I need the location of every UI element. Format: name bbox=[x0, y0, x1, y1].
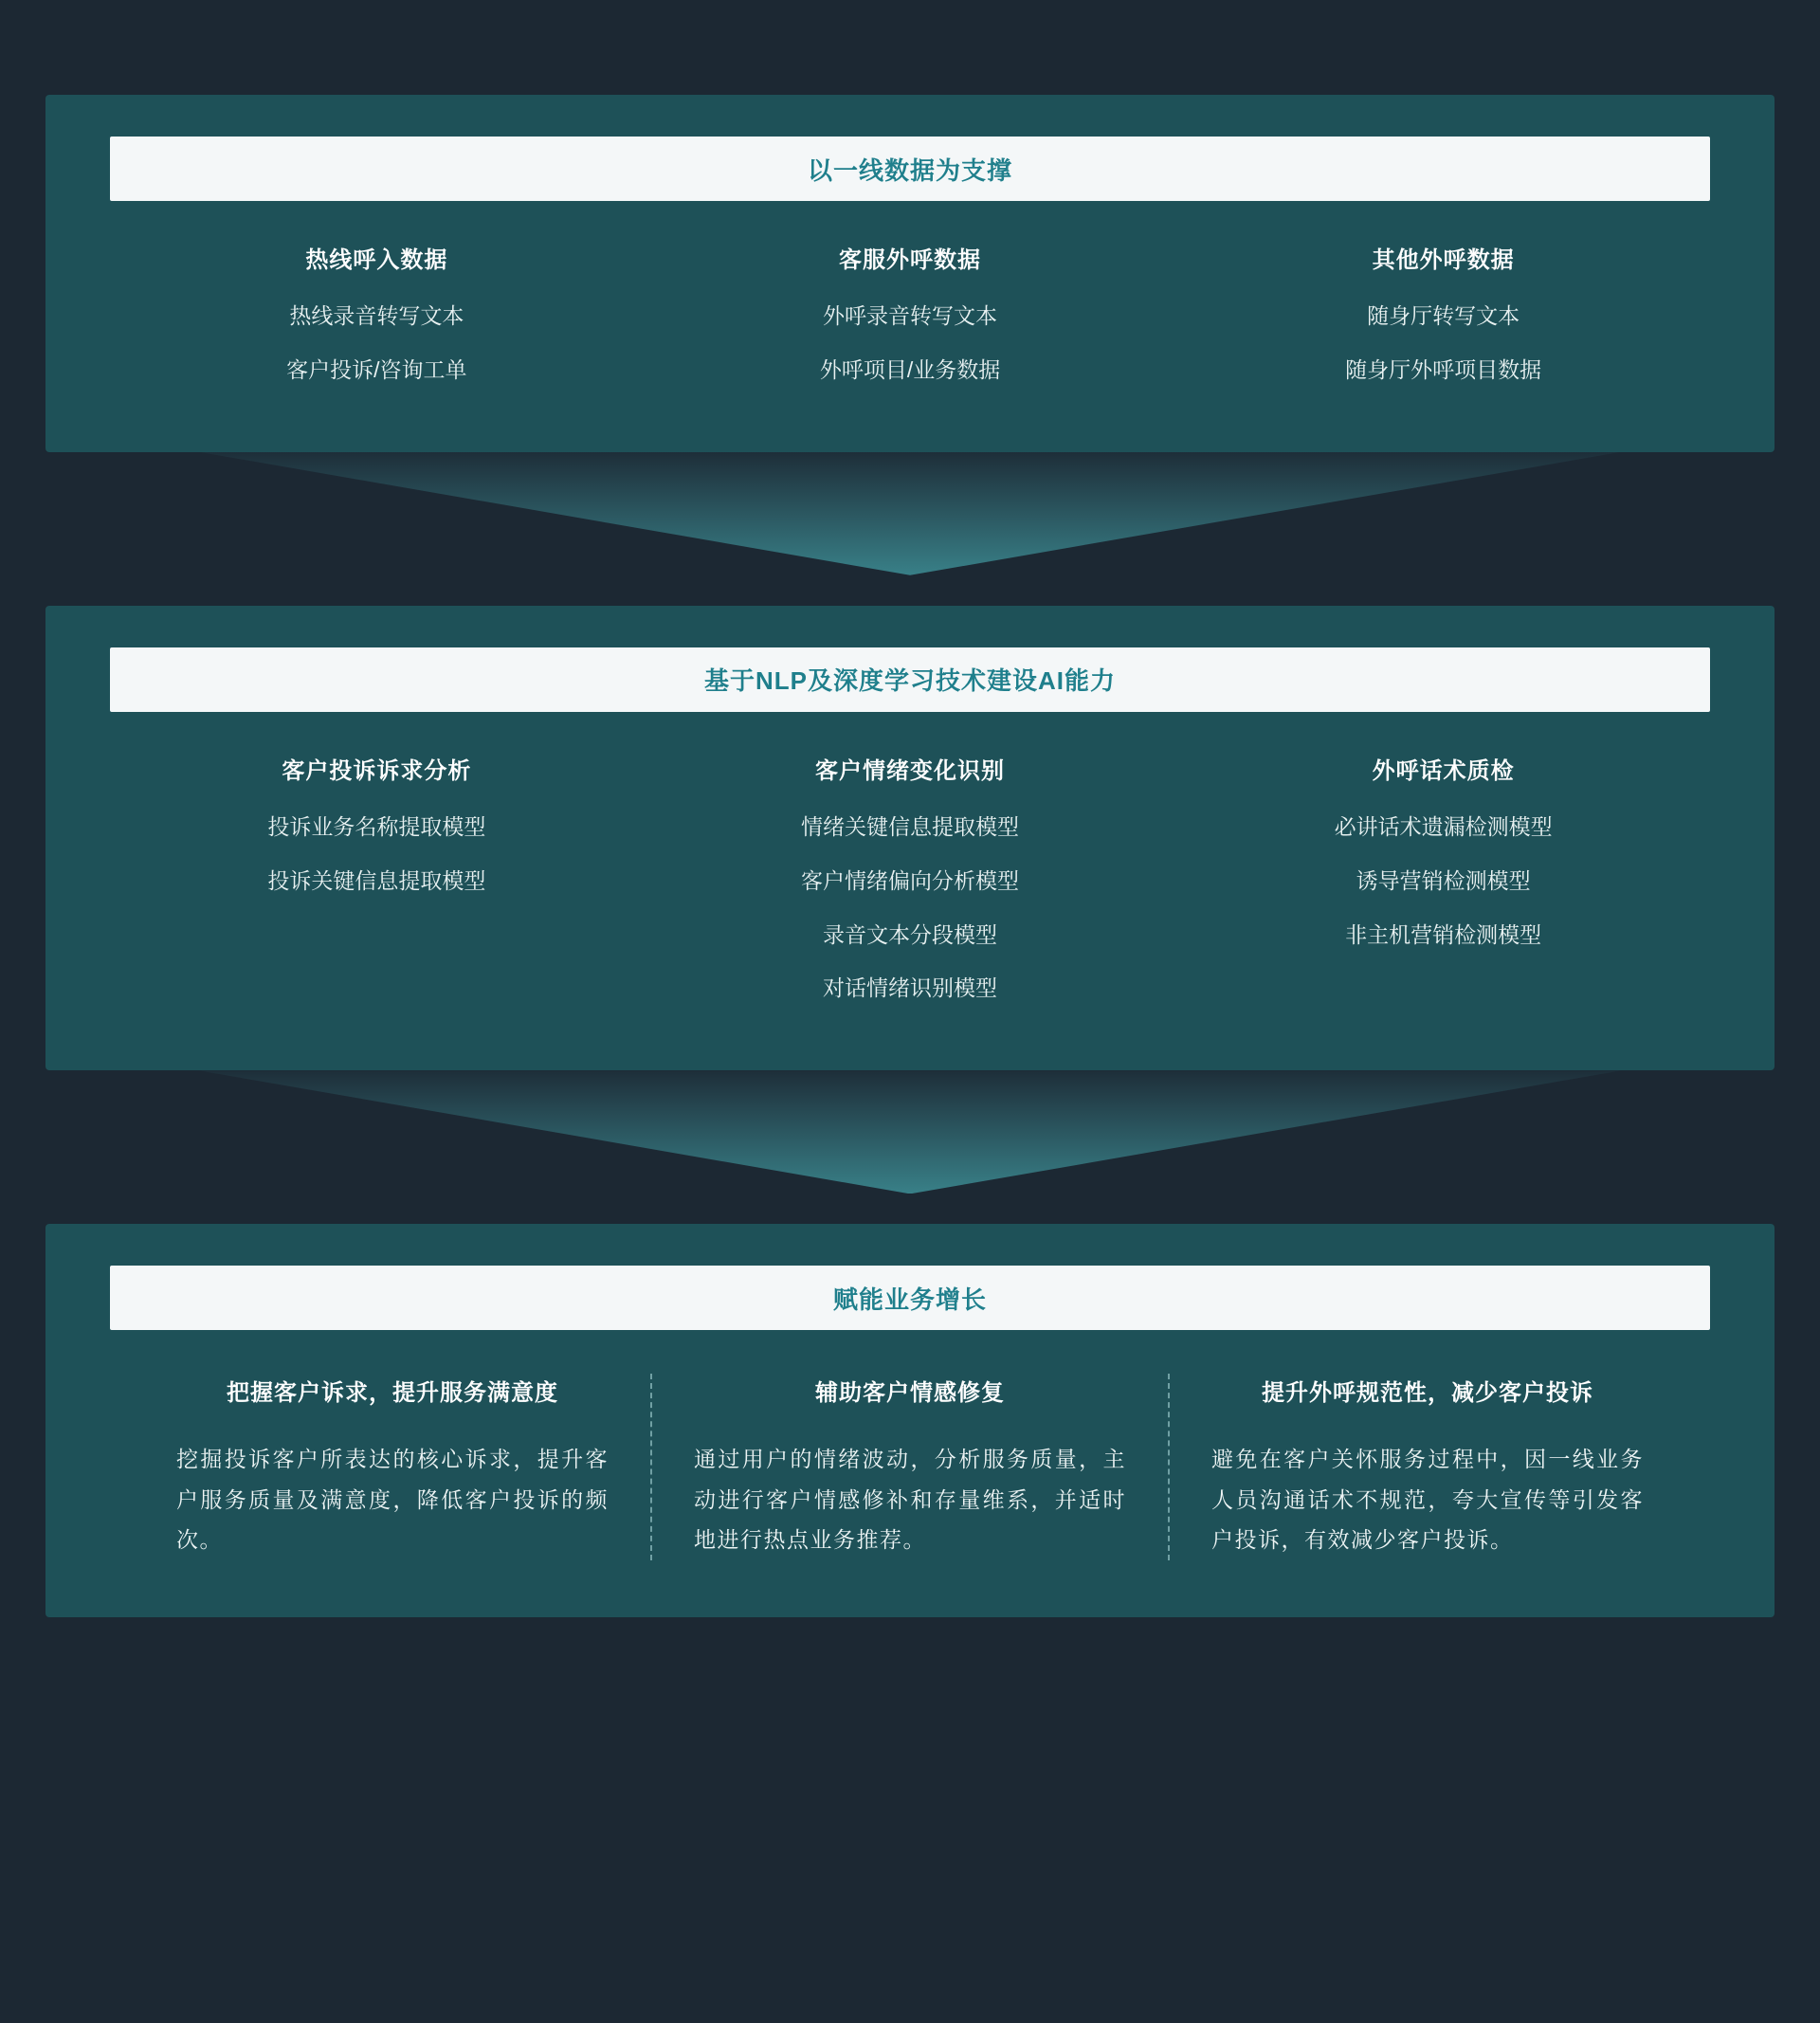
column-item: 诱导营销检测模型 bbox=[1356, 867, 1531, 893]
benefit-customer-satisfaction bbox=[135, 1374, 650, 1560]
diagram-page bbox=[0, 95, 1820, 2023]
column-item: 外呼项目/业务数据 bbox=[819, 356, 1001, 382]
column-heading: 热线呼入数据 bbox=[305, 247, 448, 273]
column-heading: 外呼话术质检 bbox=[1372, 757, 1515, 784]
down-arrow-icon bbox=[199, 452, 1621, 575]
column-item: 录音文本分段模型 bbox=[823, 921, 997, 947]
column-item: 客户投诉/咨询工单 bbox=[286, 356, 467, 382]
column-item: 热线录音转写文本 bbox=[289, 303, 464, 328]
column-outbound-quality bbox=[1176, 752, 1710, 1030]
column-heading: 其他外呼数据 bbox=[1372, 247, 1515, 273]
section-columns bbox=[110, 241, 1710, 410]
section-columns bbox=[110, 752, 1710, 1030]
down-arrow-icon bbox=[199, 1070, 1621, 1194]
column-complaint-analysis bbox=[110, 752, 644, 1030]
benefit-heading: 把握客户诉求，提升服务满意度 bbox=[227, 1380, 558, 1407]
column-other-outbound bbox=[1176, 241, 1710, 410]
column-item: 必讲话术遗漏检测模型 bbox=[1334, 813, 1553, 839]
section-title-bar bbox=[110, 137, 1710, 201]
section-title-bar bbox=[110, 1266, 1710, 1330]
benefit-heading: 提升外呼规范性，减少客户投诉 bbox=[1262, 1380, 1593, 1407]
benefit-heading: 辅助客户情感修复 bbox=[815, 1380, 1005, 1407]
connector-one bbox=[46, 452, 1774, 606]
column-item: 对话情绪识别模型 bbox=[823, 975, 997, 1001]
section-ai-capability bbox=[46, 606, 1774, 1071]
column-item: 投诉业务名称提取模型 bbox=[267, 813, 486, 839]
benefit-outbound-compliance bbox=[1168, 1374, 1685, 1560]
benefit-body: 挖掘投诉客户所表达的核心诉求，提升客户服务质量及满意度，降低客户投诉的频次。 bbox=[176, 1447, 609, 1553]
column-hotline-inbound bbox=[110, 241, 644, 410]
column-item: 投诉关键信息提取模型 bbox=[267, 867, 486, 893]
column-item: 外呼录音转写文本 bbox=[823, 303, 997, 328]
benefit-emotion-repair bbox=[650, 1374, 1168, 1560]
column-heading: 客服外呼数据 bbox=[839, 247, 981, 273]
section-data-source bbox=[46, 95, 1774, 452]
column-heading: 客户情绪变化识别 bbox=[815, 757, 1005, 784]
section-business-growth bbox=[46, 1224, 1774, 1617]
column-item: 客户情绪偏向分析模型 bbox=[801, 867, 1019, 893]
column-item: 随身厅外呼项目数据 bbox=[1345, 356, 1542, 382]
column-heading: 客户投诉诉求分析 bbox=[282, 757, 472, 784]
section-title: 赋能业务增长 bbox=[832, 1285, 987, 1314]
column-service-outbound bbox=[644, 241, 1177, 410]
section-title-bar bbox=[110, 647, 1710, 712]
section-title: 基于NLP及深度学习技术建设AI能力 bbox=[703, 666, 1116, 696]
section-columns bbox=[110, 1374, 1710, 1560]
column-item: 非主机营销检测模型 bbox=[1345, 921, 1542, 947]
connector-two bbox=[46, 1070, 1774, 1224]
benefit-body: 避免在客户关怀服务过程中，因一线业务人员沟通话术不规范，夸大宣传等引发客户投诉，有效减少客户投诉。 bbox=[1211, 1447, 1644, 1553]
section-title: 以一线数据为支撑 bbox=[807, 155, 1012, 185]
column-item: 随身厅转写文本 bbox=[1367, 303, 1520, 328]
column-item: 情绪关键信息提取模型 bbox=[801, 813, 1019, 839]
benefit-body: 通过用户的情绪波动，分析服务质量，主动进行客户情感修补和存量维系，并适时地进行热点业务推荐。 bbox=[694, 1447, 1126, 1553]
column-emotion-recognition bbox=[644, 752, 1177, 1030]
